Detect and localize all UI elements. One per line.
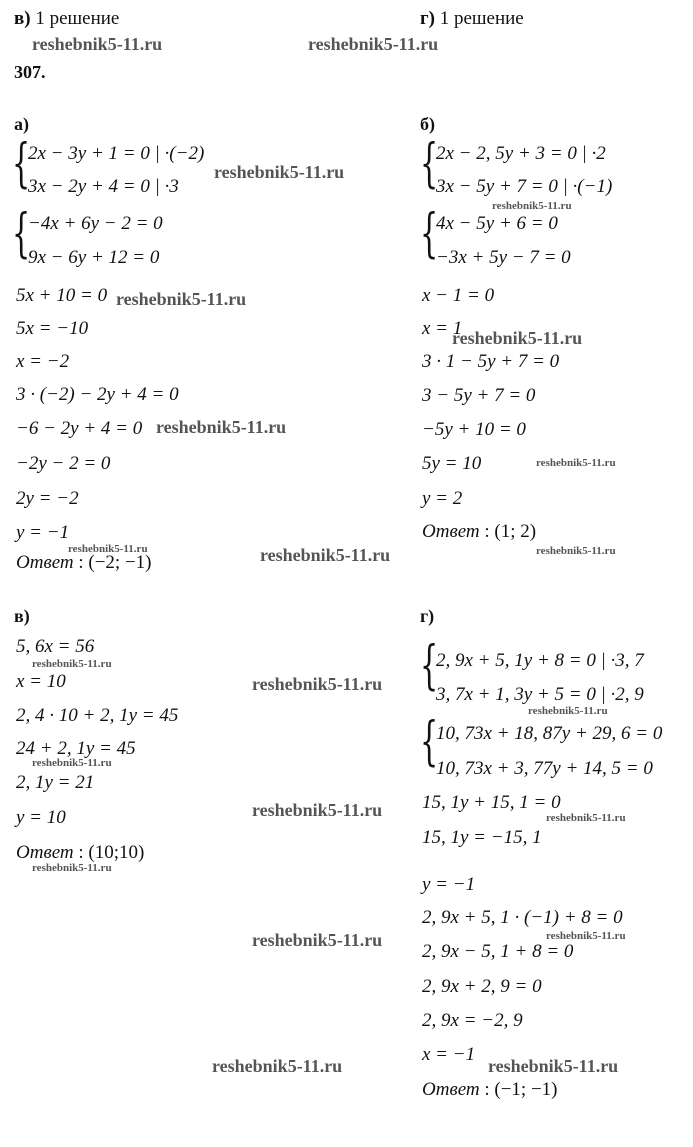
watermark: reshebnik5-11.ru	[68, 543, 148, 555]
a-sys1-line1: 2x − 3y + 1 = 0 | ·(−2)	[28, 143, 205, 164]
b-sys1-line1: 2x − 2, 5y + 3 = 0 | ·2	[436, 143, 606, 164]
g-sys1-line1: 2, 9x + 5, 1y + 8 = 0 | ·3, 7	[436, 650, 644, 671]
answer-word: Ответ	[422, 1079, 480, 1100]
section-a-label: а)	[14, 114, 29, 134]
a-step: 2y = −2	[16, 488, 79, 509]
a-step: −6 − 2y + 4 = 0	[16, 418, 143, 439]
a-answer	[16, 552, 152, 574]
b-step: 5y = 10	[422, 453, 482, 474]
watermark: reshebnik5-11.ru	[214, 162, 345, 182]
a-step: x = −2	[16, 351, 70, 372]
section-v-label: в)	[14, 606, 30, 626]
watermark: reshebnik5-11.ru	[492, 200, 572, 212]
g-sys2-line2: 10, 73x + 3, 77y + 14, 5 = 0	[436, 758, 653, 779]
g-sys1-line2: 3, 7x + 1, 3y + 5 = 0 | ·2, 9	[436, 684, 644, 705]
header-v-text: 1 решение	[35, 8, 120, 29]
b-step: x = 1	[422, 318, 463, 339]
v-step: 5, 6x = 56	[16, 636, 95, 657]
b-answer	[422, 521, 536, 543]
b-step: −5y + 10 = 0	[422, 419, 526, 440]
g-step: 2, 9x + 5, 1 · (−1) + 8 = 0	[422, 907, 623, 928]
v-step: 24 + 2, 1y = 45	[16, 738, 136, 759]
a-sys2-line2: 9x − 6y + 12 = 0	[28, 247, 160, 268]
b-step: 3 − 5y + 7 = 0	[422, 385, 536, 406]
watermark: reshebnik5-11.ru	[260, 545, 391, 565]
header-v-label: в)	[14, 8, 31, 29]
system-brace: {	[12, 204, 31, 264]
answer-value: : (10;10)	[73, 842, 145, 863]
a-step: 3 · (−2) − 2y + 4 = 0	[16, 384, 179, 405]
a-step: 5x = −10	[16, 318, 89, 339]
watermark: reshebnik5-11.ru	[308, 34, 439, 54]
watermark: reshebnik5-11.ru	[488, 1056, 619, 1076]
watermark: reshebnik5-11.ru	[32, 862, 112, 874]
watermark: reshebnik5-11.ru	[252, 930, 383, 950]
system-brace: {	[12, 134, 31, 194]
b-sys1-line2: 3x − 5y + 7 = 0 | ·(−1)	[436, 176, 613, 197]
answer-word: Ответ	[16, 842, 74, 863]
watermark: reshebnik5-11.ru	[536, 545, 616, 557]
system-brace: {	[420, 636, 439, 696]
v-answer	[16, 842, 144, 864]
watermark: reshebnik5-11.ru	[156, 417, 287, 437]
g-step: x = −1	[422, 1044, 476, 1065]
answer-word: Ответ	[422, 521, 480, 542]
a-step: 5x + 10 = 0	[16, 285, 108, 306]
g-step: 2, 9x − 5, 1 + 8 = 0	[422, 941, 574, 962]
g-step: 2, 9x + 2, 9 = 0	[422, 976, 542, 997]
answer-value: : (−1; −1)	[479, 1079, 558, 1100]
b-step: y = 2	[422, 488, 463, 509]
watermark: reshebnik5-11.ru	[116, 289, 247, 309]
v-step: x = 10	[16, 671, 66, 692]
watermark: reshebnik5-11.ru	[536, 457, 616, 469]
problem-number: 307.	[14, 62, 46, 82]
watermark: reshebnik5-11.ru	[32, 34, 163, 54]
b-sys2-line1: 4x − 5y + 6 = 0	[436, 213, 558, 234]
answer-value: : (1; 2)	[479, 521, 537, 542]
watermark: reshebnik5-11.ru	[546, 812, 626, 824]
watermark: reshebnik5-11.ru	[252, 800, 383, 820]
watermark: reshebnik5-11.ru	[452, 328, 583, 348]
watermark: reshebnik5-11.ru	[252, 674, 383, 694]
g-step: y = −1	[422, 874, 476, 895]
g-step: 15, 1y = −15, 1	[422, 827, 542, 848]
a-step: y = −1	[16, 522, 70, 543]
a-step: −2y − 2 = 0	[16, 453, 111, 474]
header-g-text: 1 решение	[439, 8, 524, 29]
g-answer	[422, 1079, 558, 1101]
g-step: 2, 9x = −2, 9	[422, 1010, 523, 1031]
watermark: reshebnik5-11.ru	[212, 1056, 343, 1076]
a-sys1-line2: 3x − 2y + 4 = 0 | ·3	[28, 176, 179, 197]
header-v	[14, 8, 119, 30]
answer-word: Ответ	[16, 552, 74, 573]
g-sys2-line1: 10, 73x + 18, 87y + 29, 6 = 0	[436, 723, 663, 744]
a-sys2-line1: −4x + 6y − 2 = 0	[28, 213, 163, 234]
system-brace: {	[420, 712, 439, 772]
watermark: reshebnik5-11.ru	[546, 930, 626, 942]
section-b-label: б)	[420, 114, 435, 134]
b-step: x − 1 = 0	[422, 285, 495, 306]
system-brace: {	[420, 134, 439, 194]
watermark: reshebnik5-11.ru	[528, 705, 608, 717]
system-brace: {	[420, 204, 439, 264]
answer-value: : (−2; −1)	[73, 552, 152, 573]
v-step: y = 10	[16, 807, 66, 828]
header-g-label: г)	[420, 8, 435, 29]
b-step: 3 · 1 − 5y + 7 = 0	[422, 351, 560, 372]
header-g	[420, 8, 524, 30]
watermark: reshebnik5-11.ru	[32, 658, 112, 670]
g-step: 15, 1y + 15, 1 = 0	[422, 792, 561, 813]
v-step: 2, 1y = 21	[16, 772, 95, 793]
v-step: 2, 4 · 10 + 2, 1y = 45	[16, 705, 179, 726]
section-g-label: г)	[420, 606, 435, 626]
watermark: reshebnik5-11.ru	[32, 757, 112, 769]
b-sys2-line2: −3x + 5y − 7 = 0	[436, 247, 571, 268]
